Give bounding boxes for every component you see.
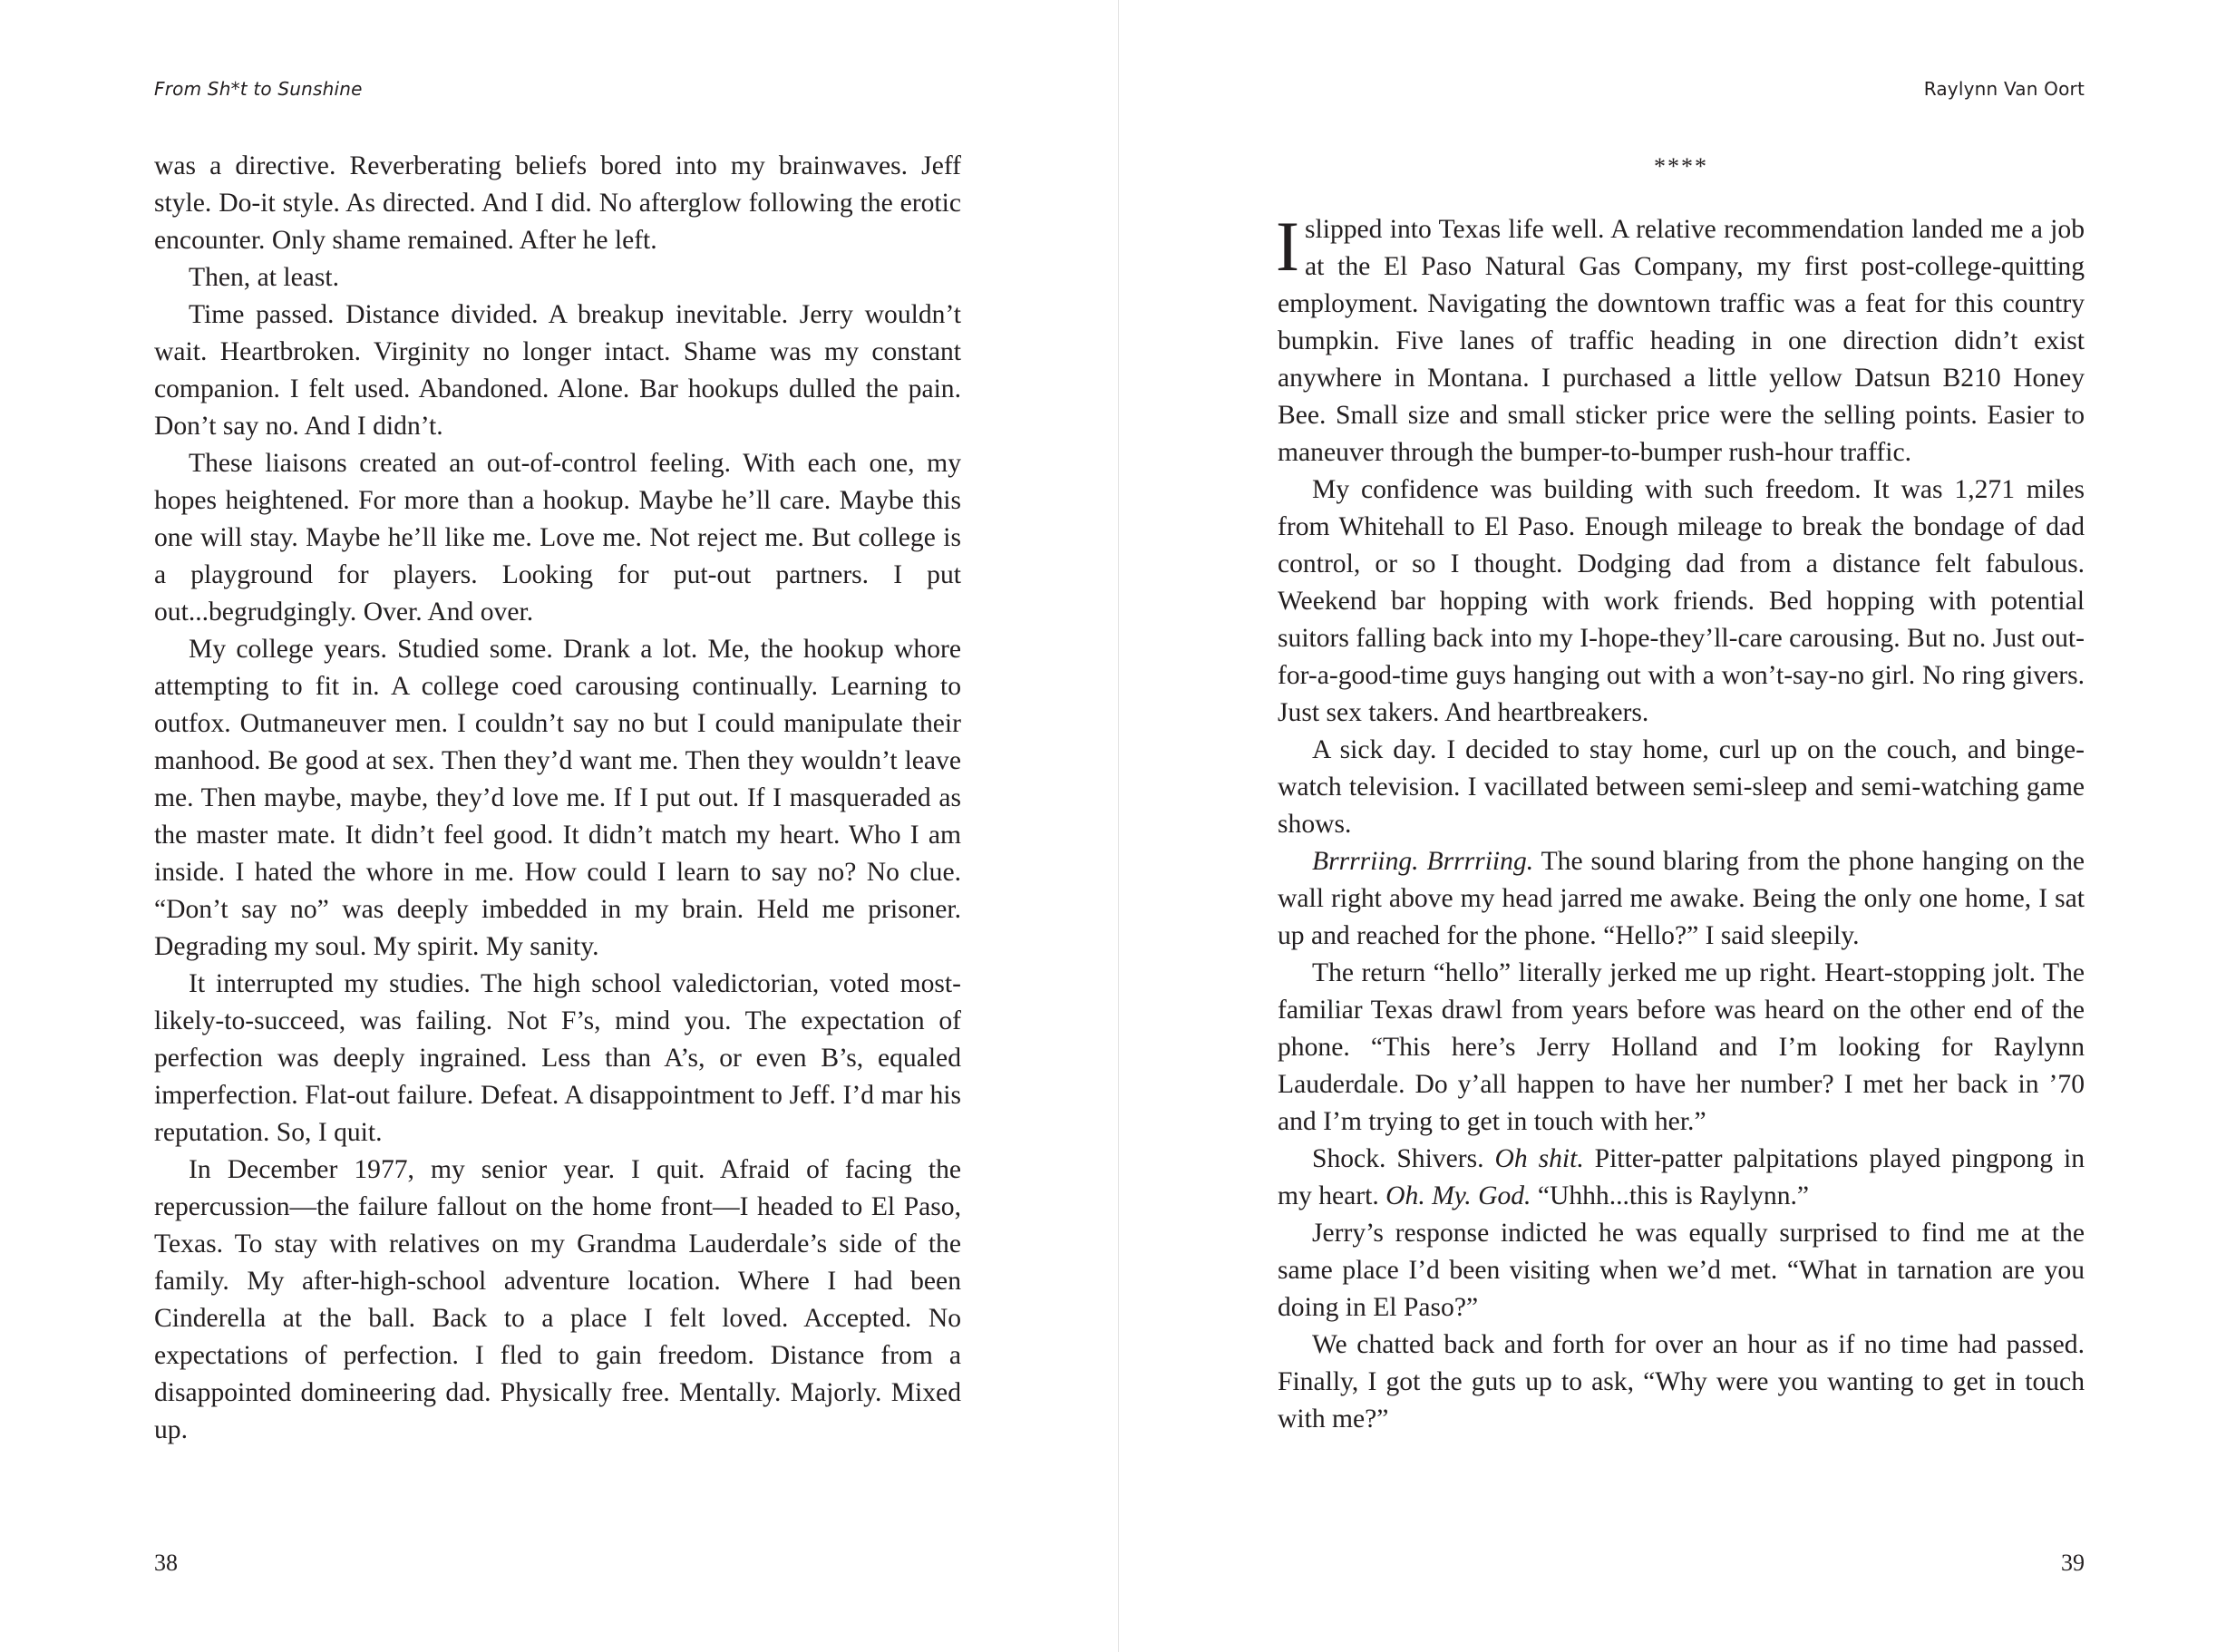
italic-text: Brrrriing. Brrrriing. bbox=[1312, 847, 1534, 876]
paragraph: In December 1977, my senior year. I quit. Afraid of facing the repercussion—the failure fallout on the home front—I headed to El Paso, Texas. To stay with relatives on my Grandma Lauderdale’s side of the family. My after-high-school adventure location. Where I had been Cinderella at the ball. Back to a place I felt loved. Accepted. No expectations of perfection. I fled to gain freedom. Distance from a disappointed domineering dad. Physically free. Mentally. Majorly. Mixed up. bbox=[154, 1155, 961, 1444]
right-page-number: 39 bbox=[2061, 1550, 2085, 1576]
paragraph: The return “hello” literally jerked me up right. Heart-stopping jolt. The familiar Texas drawl from years before was heard on the other end of the phone. “This here’s Jerry Holland and I’m looking for Raylynn Lauderdale. Do y’all happen to have her number? I met her back in ’70 and I’m trying to get in touch with her.” bbox=[1278, 958, 2085, 1136]
left-page bbox=[154, 0, 961, 1652]
left-page-number: 38 bbox=[154, 1550, 178, 1576]
paragraph-text: The sound blaring from the phone hanging on the wall right above my head jarred me awake. Being the only one home, I sat up and reached for the phone. “Hello?” I said sleepily. bbox=[1278, 847, 2085, 950]
left-running-head: From Sh*t to Sunshine bbox=[154, 78, 363, 100]
paragraph: It interrupted my studies. The high school valedictorian, voted most-likely-to-succeed, was failing. Not F’s, mind you. The expectation of perfection was deeply ingrained. Less than A’s, or even B’s, equaled imperfection. Flat-out failure. Defeat. A disappointment to Jeff. I’d mar his reputation. So, I quit. bbox=[154, 969, 961, 1147]
page-gutter bbox=[1118, 0, 1119, 1652]
right-running-head: Raylynn Van Oort bbox=[1923, 78, 2085, 100]
paragraph bbox=[1278, 843, 2085, 955]
paragraph-text: “Uhhh...this is Raylynn.” bbox=[1531, 1181, 1810, 1210]
paragraph: Time passed. Distance divided. A breakup inevitable. Jerry wouldn’t wait. Heartbroken. Virginity no longer intact. Shame was my constant companion. I felt used. Abandoned. Alone. Bar hookups dulled the pain. Don’t say no. And I didn’t. bbox=[154, 300, 961, 441]
drop-cap: I bbox=[1276, 207, 1299, 286]
paragraph: My college years. Studied some. Drank a lot. Me, the hookup whore attempting to fit in. A college coed carousing continually. Learning to outfox. Outmaneuver men. I couldn’t say no but I could manipulate their manhood. Be good at sex. Then they’d want me. Then they wouldn’t leave me. Then maybe, maybe, they’d love me. If I put out. If I masqueraded as the master mate. It didn’t feel good. It didn’t match my heart. Who I am inside. I hated the whore in me. How could I learn to say no? No clue. “Don’t say no” was deeply imbedded in my brain. Held me prisoner. Degrading my soul. My spirit. My sanity. bbox=[154, 635, 961, 961]
italic-text: Oh shit. bbox=[1494, 1144, 1584, 1173]
paragraph-text: Shock. Shivers. bbox=[1312, 1144, 1495, 1173]
scene-break: **** bbox=[1654, 153, 1708, 180]
paragraph: My confidence was building with such freedom. It was 1,271 miles from Whitehall to El Paso. Enough mileage to break the bondage of dad control, or so I thought. Dodging dad from a distance felt fabulous. Weekend bar hopping with work friends. Bed hopping with potential suitors falling back into my I-hope-they’ll-care carousing. But no. Just out-for-a-good-time guys hanging out with a won’t-say-no girl. No ring givers. Just sex takers. And heartbreakers. bbox=[1278, 475, 2085, 727]
paragraph: We chatted back and forth for over an hour as if no time had passed. Finally, I got the guts up to ask, “Why were you wanting to get in touch with me?” bbox=[1278, 1330, 2085, 1433]
paragraph-text: Pitter-patter palpitations played pingpong in my heart. bbox=[1278, 1144, 2085, 1210]
paragraph: Then, at least. bbox=[189, 263, 339, 292]
paragraph bbox=[1278, 1141, 2085, 1215]
paragraph: was a directive. Reverberating beliefs bored into my brainwaves. Jeff style. Do-it style. As directed. And I did. No afterglow following the erotic encounter. Only shame remained. After he left. bbox=[154, 151, 961, 255]
left-body-text bbox=[154, 148, 961, 1449]
paragraph: These liaisons created an out-of-control feeling. With each one, my hopes heightened. For more than a hookup. Maybe he’ll care. Maybe this one will stay. Maybe he’ll like me. Love me. Not reject me. But college is a playground for players. Looking for put-out partners. I put out...begrudgingly. Over. And over. bbox=[154, 449, 961, 627]
right-body-text bbox=[1276, 207, 2085, 1438]
paragraph: A sick day. I decided to stay home, curl up on the couch, and binge-watch television. I vacillated between semi-sleep and semi-watching game shows. bbox=[1278, 735, 2085, 839]
right-page bbox=[1278, 0, 2085, 1652]
paragraph bbox=[1276, 207, 2085, 471]
paragraph: Jerry’s response indicted he was equally surprised to find me at the same place I’d been visiting when we’d met. “What in tarnation are you doing in El Paso?” bbox=[1278, 1219, 2085, 1322]
paragraph-text: slipped into Texas life well. A relative recommendation landed me a job at the El Paso Natural Gas Company, my first post-college-quitting employment. Navigating the downtown traffic was a feat for this country bumpkin. Five lanes of traffic heading in one direction didn’t exist anywhere in Montana. I purchased a little yellow Datsun B210 Honey Bee. Small size and small sticker price were the selling points. Easier to maneuver through the bumper-to-bumper rush-hour traffic. bbox=[1278, 215, 2085, 467]
italic-text: Oh. My. God. bbox=[1385, 1181, 1531, 1210]
